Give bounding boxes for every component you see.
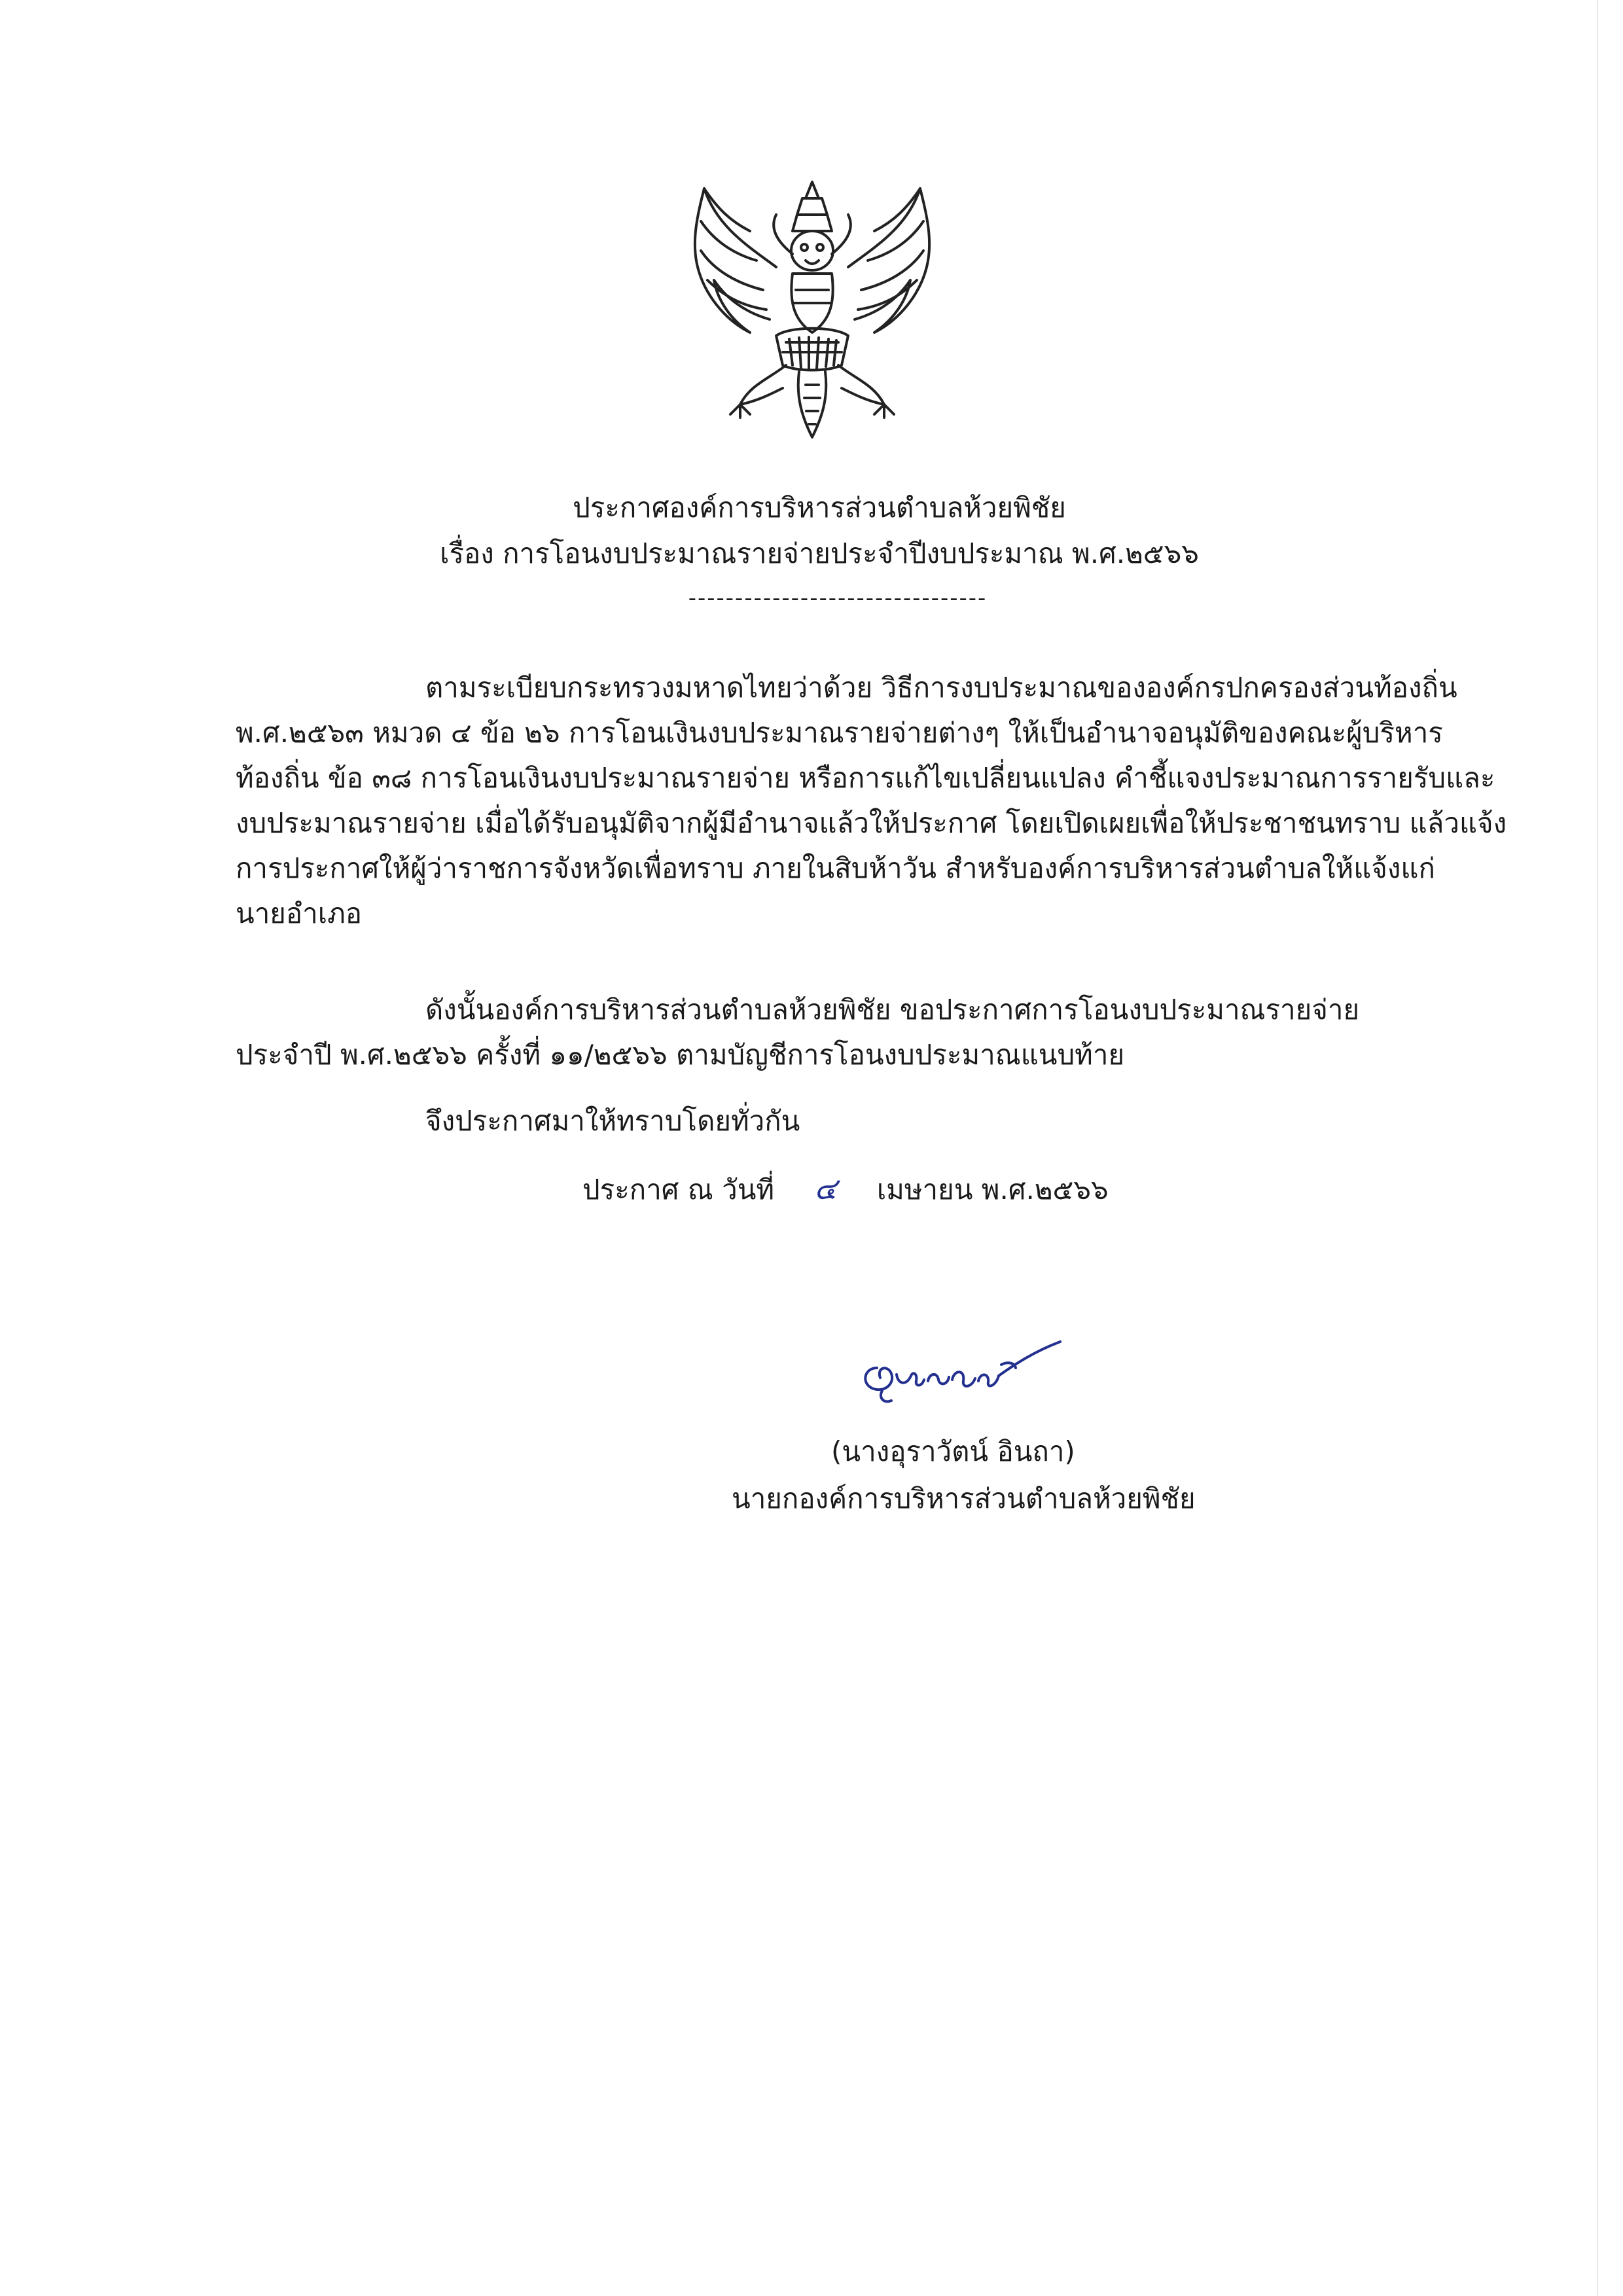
paragraph-line: ประจำปี พ.ศ.๒๕๖๖ ครั้งที่ ๑๑/๒๕๖๖ ตามบัญชีการโอนงบประมาณแนบท้าย <box>236 1039 1125 1071</box>
closing-statement <box>236 1098 1474 1143</box>
paragraph-line: ท้องถิ่น ข้อ ๓๘ การโอนเงินงบประมาณรายจ่าย หรือการแก้ไขเปลี่ยนแปลง คำชี้แจงประมาณการรายรับและ <box>236 762 1495 794</box>
date-prefix: ประกาศ ณ วันที่ <box>582 1174 775 1206</box>
body-paragraph-2 <box>236 987 1474 1077</box>
paragraph-line: งบประมาณรายจ่าย เมื่อได้รับอนุมัติจากผู้มีอำนาจแล้วให้ประกาศ โดยเปิดเผยเพื่อให้ประชาชนทราบ แล้วแจ้ง <box>236 807 1507 839</box>
paragraph-line: พ.ศ.๒๕๖๓ หมวด ๔ ข้อ ๒๖ การโอนเงินงบประมาณรายจ่ายต่างๆ ให้เป็นอำนาจอนุมัติของคณะผู้บริหาร <box>236 717 1443 749</box>
signer-position: นายกองค์การบริหารส่วนตำบลห้วยพิชัย <box>732 1482 1196 1515</box>
garuda-emblem-icon <box>678 169 946 450</box>
date-month-year: เมษายน พ.ศ.๒๕๖๖ <box>876 1174 1109 1206</box>
body-paragraph-1 <box>236 665 1507 936</box>
paragraph-line: การประกาศให้ผู้ว่าราชการจังหวัดเพื่อทราบ ภายในสิบห้าวัน สำหรับองค์การบริหารส่วนตำบลให้แจ้งแก่ <box>236 852 1435 884</box>
paragraph-line: จึงประกาศมาให้ทราบโดยทั่วกัน <box>425 1105 800 1137</box>
paragraph-line: ตามระเบียบกระทรวงมหาดไทยว่าด้วย วิธีการงบประมาณขององค์กรปกครองส่วนท้องถิ่น <box>425 672 1457 704</box>
paragraph-line: นายอำเภอ <box>236 897 362 929</box>
document-subject: เรื่อง การโอนงบประมาณรายจ่ายประจำปีงบประมาณ พ.ศ.๒๕๖๖ <box>440 537 1199 569</box>
announcement-date <box>582 1170 1109 1208</box>
paragraph-line: ดังนั้นองค์การบริหารส่วนตำบลห้วยพิชัย ขอประกาศการโอนงบประมาณรายจ่าย <box>425 994 1360 1026</box>
signer-name: (นางอุราวัตน์ อินถา) <box>831 1435 1075 1467</box>
handwritten-signature <box>851 1329 1067 1407</box>
scan-edge-line <box>1597 0 1598 2296</box>
header-separator: -------------------------------- <box>688 585 988 611</box>
document-title: ประกาศองค์การบริหารส่วนตำบลห้วยพิชัย <box>573 492 1066 524</box>
date-day-handwritten: ๔ <box>814 1171 837 1206</box>
